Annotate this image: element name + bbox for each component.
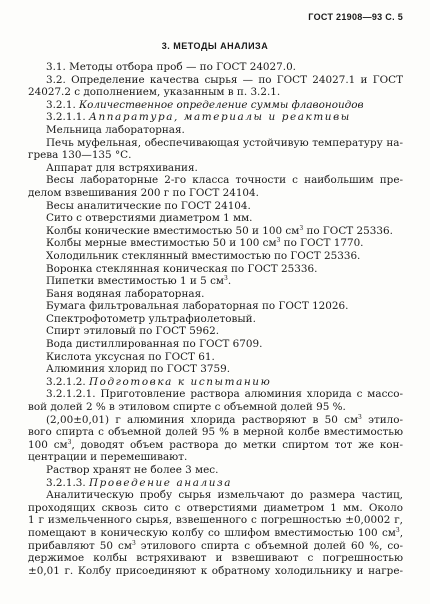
text-line: держимое колбы встряхивают и взвешивают с погрешностью [28,552,403,565]
text-line: прибавляют 50 $см^3$ этилового спирта с объемной долей 60 %, со- [28,539,403,552]
text-line: 3.2.1. Количественное определение суммы флавоноидов [46,98,364,111]
text-line: Аппарат для встряхивания. [46,161,198,174]
text-line: Аналитическую пробу сырья измельчают до размера частиц, [46,489,403,502]
text-line: (2,00±0,01) г алюминия хлорида растворяют в 50 $см^3$ этило- [46,413,403,426]
text-line: Печь муфельная, обеспечивающая устойчивую температуру на- [46,136,403,149]
text-line: Колбы конические вместимостью 50 и 100 $см^3$ по ГОСТ 25336. [46,224,393,237]
text-line: делом взвешивания 200 г по ГОСТ 24104. [28,186,259,199]
text-line: Холодильник стеклянный вместимостью по ГОСТ 25336. [46,249,361,262]
text-line: ±0,01 г. Колбу присоединяют к обратному холодильнику и нагре- [28,564,403,577]
text-line: Кислота уксусная по ГОСТ 61. [46,350,215,363]
text-line: грева 130—135 °С. [28,149,132,162]
text-line: помещают в коническую колбу со шлифом вместимостью 100 $см^3$, [28,526,403,539]
text-line: 24027.2 с дополнением, указанным в п. 3.2.1. [28,86,281,99]
text-line: Спирт этиловый по ГОСТ 5962. [46,325,220,338]
text-line: Весы аналитические по ГОСТ 24104. [46,199,251,212]
section-title: 3. МЕТОДЫ АНАЛИЗА [161,41,269,51]
text-line: 100 $см^3$, доводят объем раствора до метки спиртом тот же кон- [28,438,403,451]
page-header: ГОСТ 21908—93 С. 5 [308,12,403,22]
text-line: Бумага фильтровальная лабораторная по ГОСТ 12026. [46,300,349,313]
document-body [28,61,403,577]
text-line: Вода дистиллированная по ГОСТ 6709. [46,338,263,351]
text-line: Пипетки вместимостью 1 и 5 $см^3$. [46,275,232,288]
text-line: 3.2.1.2. Подготовка к испытанию [46,375,272,388]
text-line: вого спирта с объемной долей 95 % в мерной колбе вместимостью [28,426,403,439]
text-line: 3.2.1.2.1. Приготовление раствора алюминия хлорида с массо- [46,388,403,401]
text-line: Колбы мерные вместимостью 50 и 100 $см^3$ по ГОСТ 1770. [46,237,364,250]
text-line: Весы лабораторные 2-го класса точности с наибольшим пре- [46,174,403,187]
text-line: 3.2.1.3. Проведение анализа [46,476,233,489]
text-line: Мельница лабораторная. [46,123,185,136]
text-line: центрации и перемешивают. [28,451,188,464]
text-line: Спектрофотометр ультрафиолетовый. [46,312,256,325]
text-line: Раствор хранят не более 3 мес. [46,464,219,476]
text-line: 3.2.1.1. Аппаратура, материалы и реактивы [46,111,351,124]
text-line: вой долей 2 % в этиловом спирте с объемной долей 95 %. [28,401,346,414]
text-line: Воронка стеклянная коническая по ГОСТ 25336. [46,262,318,275]
text-line: проходящих сквозь сито с отверстиями диаметром 1 мм. Около [28,501,403,514]
text-line: Баня водяная лабораторная. [46,287,205,300]
text-line: 3.1. Методы отбора проб — по ГОСТ 24027.0. [46,61,296,73]
text-line: 1 г измельченного сырья, взвешенного с погрешностью ±0,0002 г, [28,514,403,527]
text-line: 3.2. Определение качества сырья — по ГОСТ 24027.1 и ГОСТ [46,73,403,86]
text-line: Алюминия хлорид по ГОСТ 3759. [46,363,231,376]
text-line: Сито с отверстиями диаметром 1 мм. [46,212,253,225]
